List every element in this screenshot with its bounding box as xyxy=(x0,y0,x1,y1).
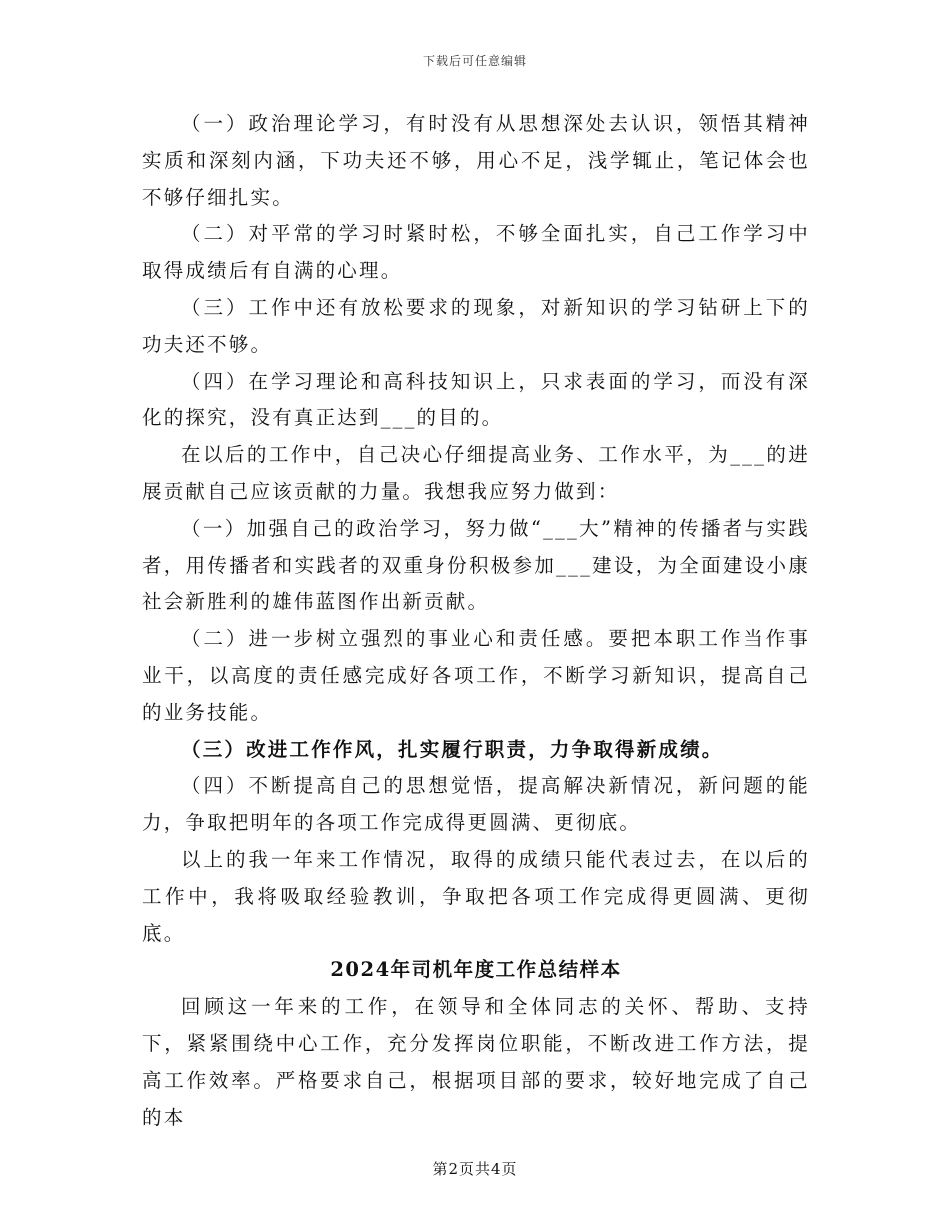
document-body xyxy=(142,106,810,1136)
paragraph: （四）在学习理论和高科技知识上，只求表面的学习，而没有深化的探究，没有真正达到___的目的。 xyxy=(142,369,810,430)
paragraph: 以上的我一年来工作情况，取得的成绩只能代表过去，在以后的工作中，我将吸取经验教训，争取把各项工作完成得更圆满、更彻底。 xyxy=(142,847,810,945)
section-title: 2024年司机年度工作总结样本 xyxy=(330,958,622,982)
page-number: 第2页共4页 xyxy=(432,1160,518,1178)
paragraph: 回顾这一年来的工作，在领导和全体同志的关怀、帮助、支持下，紧紧围绕中心工作，充分发挥岗位职能，不断改进工作方法，提高工作效率。严格要求自己，根据项目部的要求，较好地完成了自己的本 xyxy=(142,995,810,1129)
paragraph: （一）加强自己的政治学习，努力做“___大”精神的传播者与实践者，用传播者和实践者的双重身份积极参加___建设，为全面建设小康社会新胜利的雄伟蓝图作出新贡献。 xyxy=(142,516,810,614)
page-header: 下载后可任意编辑 xyxy=(422,54,527,68)
paragraph: （三）工作中还有放松要求的现象，对新知识的学习钻研上下的功夫还不够。 xyxy=(142,295,810,356)
paragraph: 在以后的工作中，自己决心仔细提高业务、工作水平，为___的进展贡献自己应该贡献的力量。我想我应努力做到： xyxy=(142,443,810,503)
paragraph: （一）政治理论学习，有时没有从思想深处去认识，领悟其精神实质和深刻内涵，下功夫还不够，用心不足，浅学辄止，笔记体会也不够仔细扎实。 xyxy=(142,112,810,209)
paragraph: （二）对平常的学习时紧时松，不够全面扎实，自己工作学习中取得成绩后有自满的心理。 xyxy=(142,222,810,283)
paragraph-bold: （三）改进工作作风，扎实履行职责，力争取得新成绩。 xyxy=(181,737,724,761)
paragraph: （四）不断提高自己的思想觉悟，提高解决新情况，新问题的能力，争取把明年的各项工作完成得更圆满、更彻底。 xyxy=(142,774,810,835)
paragraph: （二）进一步树立强烈的事业心和责任感。要把本职工作当作事业干，以高度的责任感完成好各项工作，不断学习新知识，提高自己的业务技能。 xyxy=(142,627,810,724)
